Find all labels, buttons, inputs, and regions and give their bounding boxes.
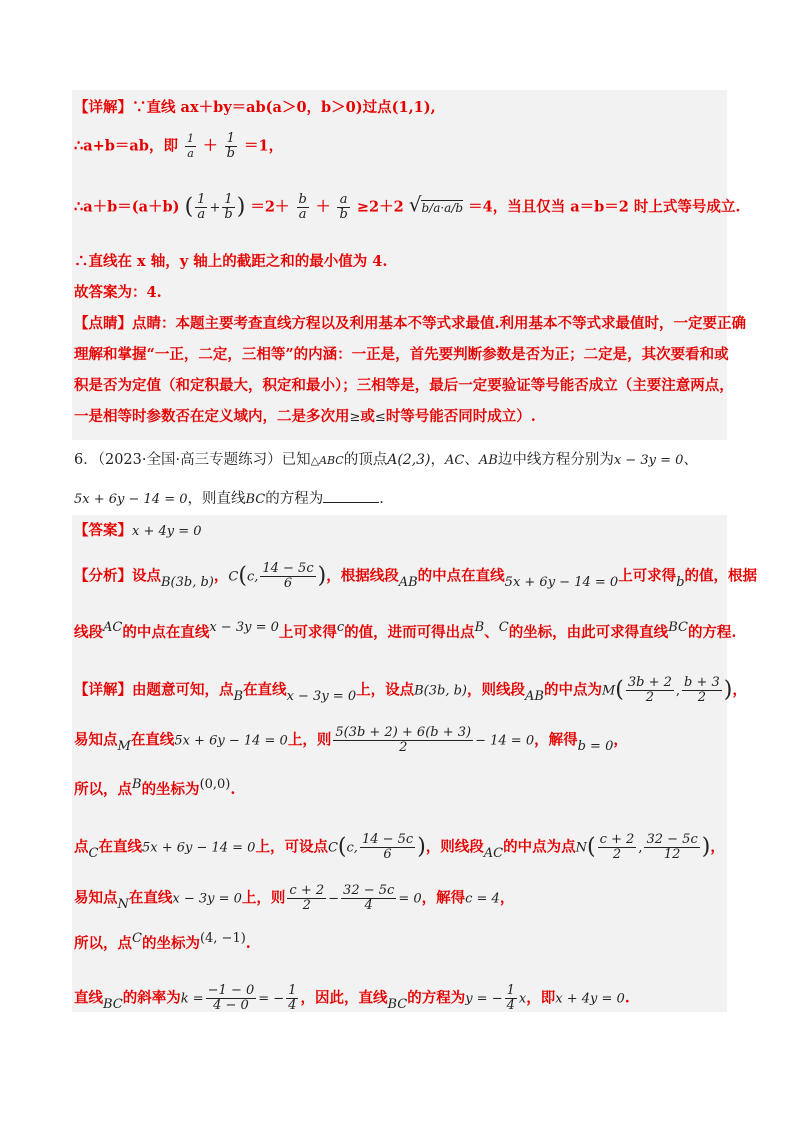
equation: b = 0 — [577, 738, 614, 754]
detail2-line-4 — [74, 833, 726, 862]
segment: BC — [103, 996, 123, 1012]
point: C — [88, 845, 99, 861]
text: + — [209, 200, 221, 216]
detail2-line-7 — [74, 984, 726, 1013]
detail2-line-2 — [74, 726, 726, 755]
comment-line-3: 积是否为定值（和定积最大，积定和最小）；三相等是，最后一定要验证等号能否成立（主要注意两点， — [74, 377, 734, 394]
segment: AC — [103, 620, 123, 635]
text: . — [379, 491, 384, 507]
text: 上，设点 — [356, 681, 415, 699]
answer-line: 故答案为：4. — [74, 284, 162, 301]
detail-line-1: 【详解】∵直线 ax＋by＝ab(a＞0，b＞0)过点(1,1), — [74, 99, 436, 116]
paren: ) — [701, 834, 711, 860]
text: 的坐标为 — [141, 935, 200, 952]
equation: x − 3y = 0 — [286, 688, 357, 704]
fraction: $\frac{-1 - 0}{4 - 0}$ — [207, 983, 255, 1013]
fraction: $\frac{14 - 5c}{6}$ — [262, 561, 314, 591]
text: ， — [710, 838, 725, 856]
question-line-1 — [74, 450, 726, 471]
text: ∴a＋b＝(a＋b) — [74, 198, 180, 216]
text: ≥2＋2 — [356, 198, 404, 216]
fraction: $\frac{32 - 5c}{4}$ — [343, 883, 395, 913]
text: 的顶点 — [343, 452, 388, 468]
paren: ( — [615, 677, 624, 703]
point: C — [498, 620, 509, 635]
point: M — [117, 738, 131, 754]
equation: x + 4y = 0 — [555, 991, 625, 1007]
fraction: $\frac{c + 2}{2}$ — [289, 883, 325, 913]
comment-line-1: 【点睛】点睛：本题主要考查直线方程以及利用基本不等式求最值.利用基本不等式求最值时，一定要正确 — [74, 315, 747, 332]
segment: BC — [387, 996, 408, 1012]
fraction: $\frac{1}{4}$ — [506, 983, 515, 1013]
point: B(3b, b) — [414, 683, 467, 699]
point: M — [601, 683, 616, 699]
text: 的值，进而可得出点 — [344, 624, 475, 641]
text: 线段 — [74, 624, 103, 641]
detail2-line-1 — [74, 675, 747, 705]
equation: x + 4y = 0 — [132, 524, 202, 539]
text: ， — [430, 452, 446, 468]
fraction: $\frac{3b + 2}{2}$ — [627, 675, 672, 705]
sqrt-radicand: b/a·a/b — [421, 200, 464, 215]
detail-line-4: ∴直线在 x 轴，y 轴上的截距之和的最小值为 4. — [74, 253, 388, 270]
text: ＋ — [203, 137, 218, 155]
text: ＝2＋ — [250, 198, 290, 216]
fraction: $\frac{5(3b + 2) + 6(b + 3)}{2}$ — [335, 725, 472, 755]
text: 【答案】 — [74, 522, 132, 539]
text: 的中点为点 — [503, 838, 576, 856]
text: 在直线 — [130, 731, 175, 749]
sqrt-sign: √ — [408, 192, 422, 217]
text: 的坐标，由此可求得直线 — [508, 624, 669, 641]
text: 点 — [74, 838, 89, 856]
point: N — [575, 840, 588, 856]
text: ，即 — [526, 989, 556, 1007]
point: B — [233, 688, 244, 704]
equation: x − 3y = 0 — [209, 620, 279, 635]
equation: x − 3y = 0 — [172, 891, 242, 907]
fraction: $\frac{1}{a}$ — [187, 132, 195, 160]
detail-line-2 — [74, 132, 726, 161]
paren: ( — [337, 834, 347, 860]
text: ＋ — [315, 198, 331, 216]
point: A(2,3) — [387, 452, 431, 468]
text: 的方程为 — [265, 491, 324, 507]
text: 的方程为 — [407, 989, 466, 1007]
text: ，则直线 — [187, 491, 246, 507]
text: 、 — [484, 624, 499, 641]
text: − 14 = 0 — [475, 733, 535, 749]
text: 、 — [464, 452, 479, 468]
equation: x − 3y = 0 — [613, 453, 684, 468]
segment: AB — [525, 688, 544, 704]
fraction: $\frac{1}{4}$ — [288, 983, 297, 1013]
text: 所以，点 — [74, 781, 132, 798]
fraction: $\frac{a}{b}$ — [339, 192, 348, 222]
fraction: $\frac{b}{a}$ — [298, 192, 307, 222]
text: . — [245, 935, 251, 952]
text: 所以，点 — [74, 935, 132, 952]
text: 上，则 — [241, 889, 286, 907]
fraction: $\frac{1}{b}$ — [224, 192, 233, 222]
fraction: $\frac{b + 3}{2}$ — [684, 675, 720, 705]
point: C — [228, 569, 239, 585]
text: − — [328, 891, 340, 907]
text: . — [230, 781, 236, 798]
text: . — [624, 989, 630, 1007]
coordinate: (4, −1) — [199, 931, 246, 946]
variable: x — [518, 991, 527, 1007]
text: 的值，根据 — [684, 567, 758, 585]
text: y = − — [465, 991, 503, 1007]
paren: ( — [587, 834, 596, 860]
text: 的坐标为 — [141, 781, 200, 798]
text: ， — [499, 889, 515, 907]
point: N — [117, 896, 129, 912]
paren: ) — [236, 194, 246, 220]
answer-key-line — [74, 521, 726, 542]
text: 上，可设点 — [255, 838, 328, 856]
text: 或 — [360, 408, 375, 425]
text: ，解得 — [534, 731, 578, 749]
text: ， — [732, 681, 747, 699]
text: 易知点 — [74, 889, 118, 907]
triangle-symbol: △ABC — [310, 454, 344, 467]
equation: 5x + 6y − 14 = 0 — [504, 574, 619, 590]
text: 上可求得 — [618, 567, 677, 585]
text: ，解得 — [421, 889, 466, 907]
point: C — [327, 840, 338, 856]
text: 时等号能否同时成立）. — [385, 408, 536, 425]
paren: ) — [723, 677, 733, 703]
segment: AC — [483, 845, 504, 861]
fraction: $\frac{14 - 5c}{6}$ — [361, 832, 414, 862]
point: B — [474, 620, 485, 635]
text: ， — [613, 731, 628, 749]
text: k = — [180, 991, 204, 1007]
segment: BC — [668, 620, 688, 635]
text: 的方程. — [687, 624, 737, 641]
text: 上可求得 — [278, 624, 337, 641]
text: 易知点 — [74, 731, 118, 749]
text: = 0 — [398, 891, 422, 907]
equation: c = 4 — [465, 891, 500, 907]
fraction: $\frac{1}{a}$ — [197, 192, 206, 222]
text: ＝4，当且仅当 a＝b＝2 时上式等号成立. — [468, 198, 741, 216]
text: c, — [346, 840, 358, 856]
comma: , — [638, 840, 643, 856]
text: ，则线段 — [425, 838, 484, 856]
equation: 5x + 6y − 14 = 0 — [141, 840, 256, 856]
text: 上，则 — [287, 731, 332, 749]
text: 在直线 — [128, 889, 173, 907]
text: 的中点在直线 — [122, 624, 210, 641]
text: 、 — [683, 452, 698, 468]
text: = − — [258, 991, 285, 1007]
text: c, — [246, 569, 259, 585]
question-line-2 — [74, 489, 726, 510]
detail-line-3 — [74, 192, 741, 222]
segment: AB — [398, 574, 418, 590]
detail2-line-5 — [74, 884, 726, 913]
text: 边中线方程分别为 — [497, 452, 614, 468]
equation: 5x + 6y − 14 = 0 — [174, 733, 288, 749]
variable: c — [336, 620, 345, 635]
text: 的斜率为 — [122, 989, 181, 1007]
ge-symbol: ≥ — [349, 410, 361, 425]
text: ， — [213, 567, 229, 585]
text: ＝1， — [244, 137, 284, 155]
segment: AC — [445, 453, 465, 468]
paren: ( — [184, 194, 194, 220]
analysis-line-1 — [74, 561, 758, 591]
text: 【详解】由题意可知，点 — [74, 681, 234, 699]
text: 直线 — [74, 989, 103, 1007]
text: 在直线 — [98, 838, 142, 856]
paren: ) — [317, 563, 327, 589]
paren: ( — [238, 563, 247, 589]
answer-blank[interactable] — [323, 490, 379, 503]
fraction: $\frac{32 - 5c}{12}$ — [646, 832, 698, 862]
text: ，因此，直线 — [300, 989, 388, 1007]
comment-line-2: 理解和掌握“一正，二定，三相等”的内涵：一正是，首先要判断参数是否为正；二定是，其次要看和或 — [74, 346, 729, 363]
detail2-line-6 — [74, 931, 726, 955]
fraction: $\frac{c + 2}{2}$ — [599, 832, 635, 862]
text: 的中点在直线 — [417, 567, 505, 585]
segment: BC — [245, 492, 266, 507]
text: ，根据线段 — [326, 567, 399, 585]
fraction: $\frac{1}{b}$ — [226, 131, 235, 161]
text: 在直线 — [243, 681, 287, 699]
coordinate: (0,0) — [199, 777, 231, 792]
le-symbol: ≤ — [374, 410, 386, 425]
detail2-line-3 — [74, 777, 726, 801]
text: 一是相等时参数否在定义域内，二是多次用 — [74, 408, 350, 425]
text: ，则线段 — [467, 681, 525, 699]
text: 【分析】设点 — [74, 567, 161, 585]
point: C — [132, 931, 142, 946]
analysis-line-2 — [74, 620, 737, 644]
comma: , — [675, 683, 681, 699]
variable: b — [676, 574, 685, 590]
text: 6．（2023·全国·高三专题练习）已知 — [74, 452, 311, 468]
segment: AB — [478, 453, 498, 468]
point: B — [132, 777, 142, 792]
text: 的中点为 — [543, 681, 602, 699]
equation: 5x + 6y − 14 = 0 — [74, 492, 188, 507]
paren: ) — [417, 834, 426, 860]
comment-line-4 — [74, 407, 726, 428]
point: B(3b, b) — [161, 574, 214, 590]
text: ∴a+b＝ab，即 — [74, 137, 178, 155]
